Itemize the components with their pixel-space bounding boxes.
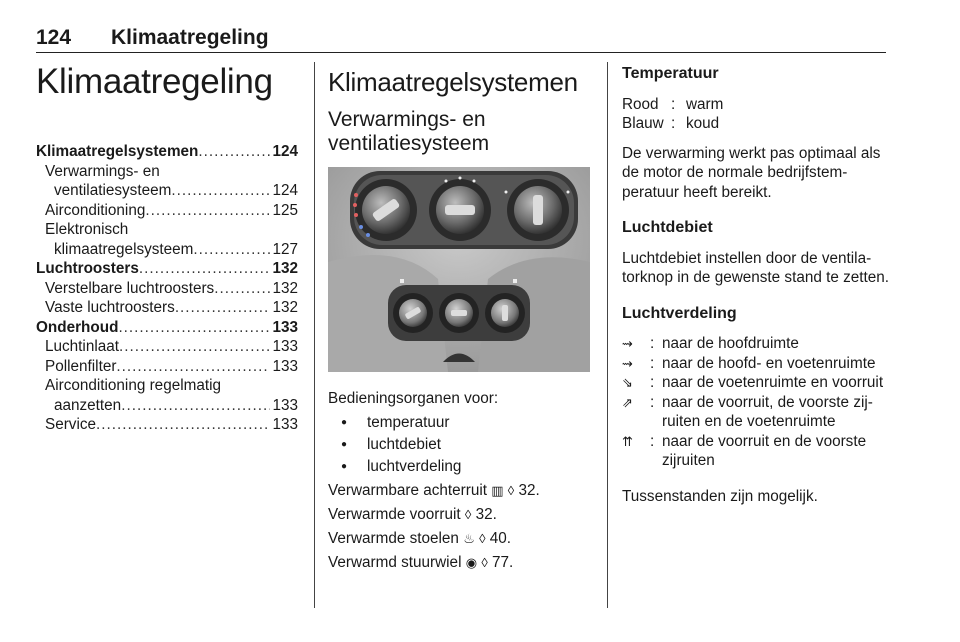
toc-entry (36, 181, 298, 201)
details-column (622, 64, 892, 522)
toc-page: 133 (272, 338, 298, 355)
page-ref-icon: ◊ (479, 531, 486, 546)
chapter-title: Klimaatregeling (36, 62, 273, 101)
distribution-row (622, 354, 892, 374)
toc-page: 133 (272, 357, 298, 375)
toc-page: 133 (272, 416, 298, 433)
toc-label: Pollenfilter (45, 357, 117, 375)
distribution-row (622, 334, 892, 354)
temperature-color: Blauw (622, 115, 664, 132)
bullet-item (328, 456, 596, 478)
toc-label: aanzetten (54, 396, 122, 414)
reference-page: 77. (492, 554, 514, 571)
airflow-heading: Luchtdebiet (622, 219, 713, 236)
reference-page: 40. (489, 530, 512, 547)
toc-entry (36, 298, 298, 318)
bullet-text: luchtdebiet (367, 436, 441, 453)
toc-label: Klimaatregelsystemen (36, 143, 199, 160)
air-distribution-icon: ⇝ (622, 355, 633, 371)
toc-leader (198, 142, 270, 162)
toc-leader (193, 240, 270, 260)
distribution-row (622, 373, 892, 393)
control-panel-photo (328, 167, 590, 372)
separator: : (650, 354, 655, 372)
toc-label: Elektronisch (45, 221, 129, 238)
page-header (36, 26, 886, 53)
toc-label: Luchtinlaat (45, 338, 119, 355)
toc-entry (36, 396, 298, 416)
separator: : (650, 432, 655, 450)
toc-leader (145, 201, 270, 221)
temperature-heading: Temperatuur (622, 65, 719, 82)
reference-item (328, 480, 596, 502)
separator: : (650, 393, 655, 411)
toc-leader (175, 298, 271, 318)
toc-page: 132 (272, 279, 298, 297)
distribution-row (622, 432, 892, 471)
temperature-color: Rood (622, 95, 659, 113)
column-divider (607, 62, 608, 608)
reference-page: 32. (518, 482, 540, 499)
distribution-text: naar de voorruit en de voorste zijruiten (662, 432, 867, 469)
distribution-text: naar de voetenruimte en voorruit (662, 374, 884, 391)
bullet-item (328, 434, 596, 456)
toc-entry (36, 220, 298, 240)
temperature-meaning: warm (686, 95, 724, 113)
toc-entry (36, 162, 298, 182)
toc-leader (119, 337, 270, 357)
toc-entry (36, 376, 298, 396)
toc-entry (36, 318, 298, 338)
toc-label: Vaste luchtroosters (45, 299, 175, 316)
toc-label: Airconditioning (45, 201, 146, 219)
toc-entry (36, 142, 298, 162)
toc-label: Airconditioning regelmatig (45, 377, 222, 394)
toc-label: Onderhoud (36, 318, 119, 336)
page-ref-icon: ◊ (464, 507, 472, 522)
toc-label: ventilatiesysteem (54, 182, 172, 199)
feature-icon: ♨ (463, 531, 475, 546)
toc-leader (139, 259, 271, 279)
toc-label: Luchtroosters (36, 260, 139, 277)
separator: : (671, 95, 676, 113)
toc-leader (96, 415, 270, 435)
toc-leader (116, 357, 270, 377)
reference-text: Verwarmbare achterruit (328, 482, 487, 499)
feature-icon: ▥ (491, 483, 504, 498)
feature-icon: ◉ (465, 555, 478, 570)
header-title: Klimaatregeling (111, 26, 269, 49)
bullet-dot: ● (341, 461, 348, 472)
toc-label: Service (45, 416, 97, 433)
toc-leader (118, 318, 270, 338)
bullet-dot: ● (341, 439, 348, 450)
closing-note: Tussenstanden zijn mogelijk. (622, 487, 818, 505)
separator: : (671, 115, 676, 132)
controls-text (328, 386, 596, 576)
toc-column (36, 60, 298, 435)
airflow-text: Luchtdebiet instellen door de ventilatorknop in de gewenste stand te zetten. (622, 249, 890, 286)
toc-label: Verwarmings- en (45, 162, 160, 180)
toc-entry (36, 259, 298, 279)
air-distribution-icon: ⇘ (622, 375, 633, 390)
distribution-text: naar de voorruit, de voorste zijruiten en de voetenruimte (662, 393, 873, 430)
climate-controls-image (328, 167, 590, 372)
temperature-note: De verwarming werkt pas optimaal als de motor de normale bedrijfstemperatuur heeft bereikt. (622, 144, 881, 201)
table-of-contents (36, 142, 298, 435)
toc-entry (36, 201, 298, 221)
toc-label: Verstelbare luchtroosters (45, 279, 215, 297)
temperature-table (622, 95, 892, 134)
separator: : (650, 335, 655, 352)
toc-entry (36, 357, 298, 377)
temperature-row (622, 95, 892, 115)
reference-item (328, 504, 596, 526)
toc-page: 133 (272, 318, 298, 336)
column-divider (314, 62, 315, 608)
reference-list (328, 480, 596, 574)
reference-item (328, 552, 596, 574)
toc-entry (36, 337, 298, 357)
bullet-list (328, 412, 596, 478)
toc-label: klimaatregelsysteem (54, 240, 194, 258)
distribution-row (622, 393, 892, 432)
bullet-text: luchtverdeling (367, 458, 462, 475)
toc-entry (36, 415, 298, 435)
reference-text: Verwarmde voorruit (328, 506, 461, 523)
reference-text: Verwarmde stoelen (328, 530, 459, 547)
separator: : (650, 374, 655, 391)
toc-page: 132 (272, 299, 298, 316)
reference-text: Verwarmd stuurwiel (328, 554, 462, 571)
toc-page: 127 (272, 240, 298, 258)
page-number: 124 (36, 26, 72, 49)
section-heading: Klimaatregelsystemen (328, 67, 578, 97)
toc-leader (121, 396, 270, 416)
temperature-meaning: koud (686, 115, 720, 132)
toc-page: 125 (272, 201, 298, 219)
air-distribution-icon: ⇗ (622, 394, 633, 410)
toc-page: 124 (272, 143, 298, 160)
toc-entry (36, 240, 298, 260)
bullet-item (328, 412, 596, 434)
air-distribution-icon: ⇝ (622, 336, 633, 351)
bullet-text: temperatuur (367, 414, 450, 431)
toc-page: 133 (272, 396, 298, 414)
toc-leader (171, 181, 270, 201)
page-ref-icon: ◊ (481, 555, 488, 570)
toc-entry (36, 279, 298, 299)
air-distribution-list (622, 334, 892, 471)
air-distribution-icon: ⇈ (622, 433, 633, 449)
toc-page: 132 (272, 260, 298, 277)
reference-item (328, 528, 596, 550)
distribution-text: naar de hoofd- en voetenruimte (662, 354, 876, 372)
subsection-heading: Verwarmings- en ventilatiesysteem (328, 108, 490, 155)
page-ref-icon: ◊ (507, 483, 515, 498)
distribution-text: naar de hoofdruimte (662, 335, 799, 352)
intro-text: Bedieningsorganen voor: (328, 390, 499, 407)
bullet-dot: ● (341, 417, 348, 428)
air-distribution-heading: Luchtverdeling (622, 304, 737, 322)
systems-column (328, 60, 596, 156)
toc-page: 124 (272, 182, 298, 199)
temperature-row (622, 114, 892, 134)
toc-leader (214, 279, 270, 299)
reference-page: 32. (475, 506, 497, 523)
